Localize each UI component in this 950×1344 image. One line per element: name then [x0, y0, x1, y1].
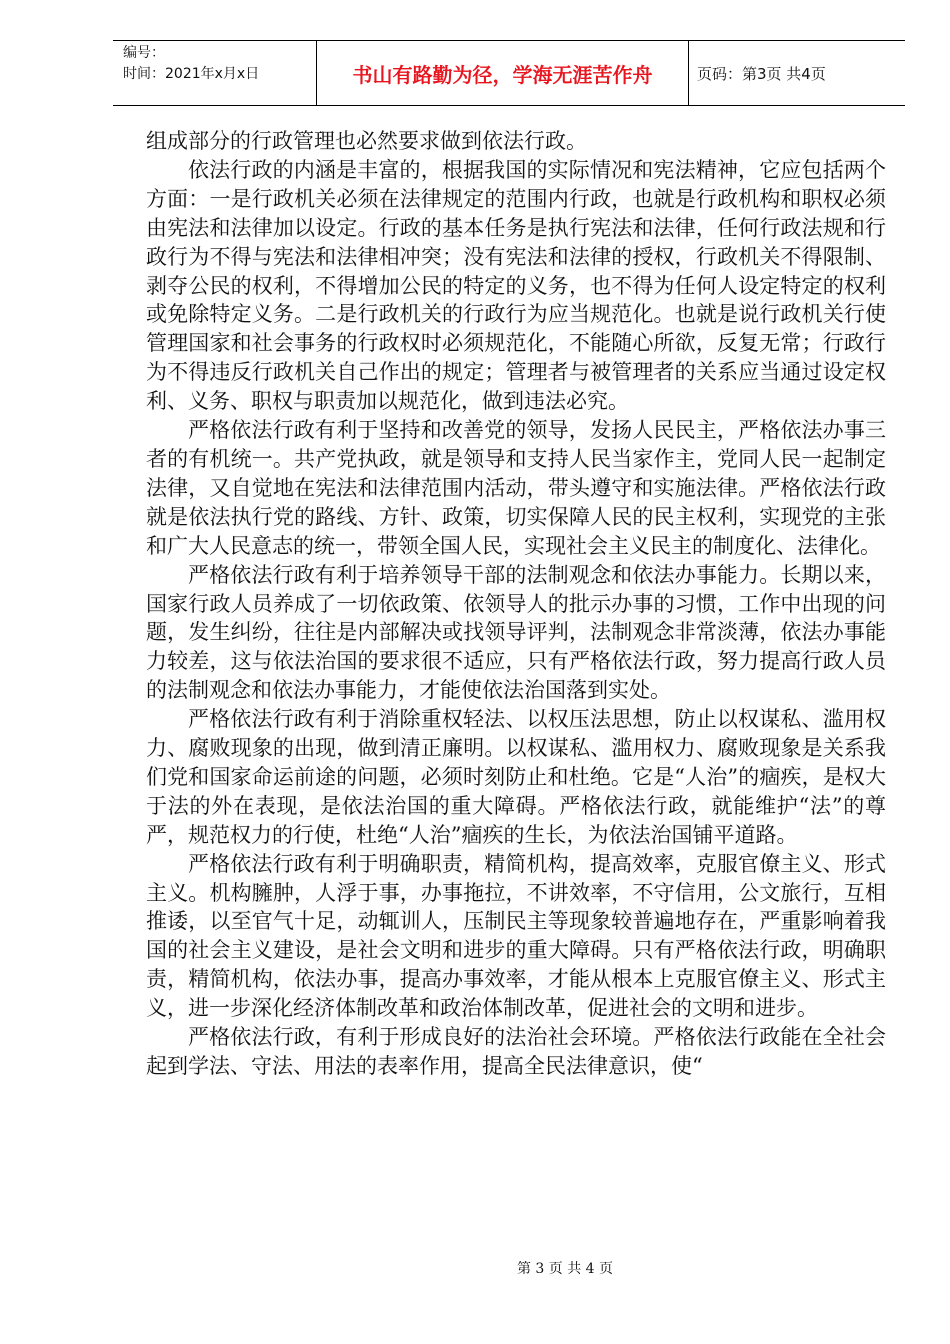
- header-meta: [113, 41, 317, 105]
- serial-label: 编号：: [123, 45, 165, 61]
- time-label: 时间：2021年x月x日: [123, 66, 260, 82]
- paragraph: 严格依法行政有利于培养领导干部的法制观念和依法办事能力。长期以来，国家行政人员养成了一切依政策、依领导人的批示办事的习惯，工作中出现的问题，发生纠纷，往往是内部解决或找领导评判，法制观念非常淡薄，依法办事能力较差，这与依法治国的要求很不适应，只有严格依法行政，努力提高行政人员的法制观念和依法办事能力，才能使依法治国落到实处。: [146, 562, 886, 703]
- paragraph: 严格依法行政有利于明确职责，精简机构，提高效率，克服官僚主义、形式主义。机构臃肿，人浮于事，办事拖拉，不讲效率，不守信用，公文旅行，互相推诿，以至官气十足，动辄训人，压制民主等现象较普遍地存在，严重影响着我国的社会主义建设，是社会文明和进步的重大障碍。只有严格依法行政，明确职责，精简机构，依法办事，提高办事效率，才能从根本上克服官僚主义、形式主义，进一步深化经济体制改革和政治体制改革，促进社会的文明和进步。: [146, 851, 886, 1021]
- paragraph: 严格依法行政有利于坚持和改善党的领导，发扬人民民主，严格依法办事三者的有机统一。共产党执政，就是领导和支持人民当家作主，党同人民一起制定法律，又自觉地在宪法和法律范围内活动，带头遵守和实施法律。严格依法行政就是依法执行党的路线、方针、政策，切实保障人民的民主权利，实现党的主张和广大人民意志的统一，带领全国人民，实现社会主义民主的制度化、法律化。: [146, 418, 886, 558]
- document-body: [146, 127, 886, 1081]
- header-motto: 书山有路勤为径，学海无涯苦作舟: [317, 41, 689, 105]
- header-page-info: 页码：第3页 共4页: [697, 64, 826, 83]
- paragraph: 严格依法行政，有利于形成良好的法治社会环境。严格依法行政能在全社会起到学法、守法、用法的表率作用，提高全民法律意识，使“: [146, 1025, 886, 1078]
- paragraph: 依法行政的内涵是丰富的，根据我国的实际情况和宪法精神，它应包括两个方面：一是行政机关必须在法律规定的范围内行政，也就是行政机构和职权必须由宪法和法律加以设定。行政的基本任务是执行宪法和法律，任何行政法规和行政行为不得与宪法和法律相冲突；没有宪法和法律的授权，行政机关不得限制、剥夺公民的权利，不得增加公民的特定的义务，也不得为任何人设定特定的权利或免除特定义务。二是行政机关的行政行为应当规范化。也就是说行政机关行使管理国家和社会事务的行政权时必须规范化，不能随心所欲，反复无常；行政行为不得违反行政机关自己作出的规定；管理者与被管理者的关系应当通过设定权利、义务、职权与职责加以规范化，做到违法必究。: [146, 157, 886, 414]
- paragraph: 严格依法行政有利于消除重权轻法、以权压法思想，防止以权谋私、滥用权力、腐败现象的出现，做到清正廉明。以权谋私、滥用权力、腐败现象是关系我们党和国家命运前途的问题，必须时刻防止和杜绝。它是“人治”的痼疾，是权大于法的外在表现，是依法治国的重大障碍。严格依法行政，就能维护“法”的尊严，规范权力的行使，杜绝“人治”痼疾的生长，为依法治国铺平道路。: [146, 707, 886, 847]
- page-footer: 第 3 页 共 4 页: [516, 1261, 614, 1277]
- paragraph: 组成部分的行政管理也必然要求做到依法行政。: [146, 129, 587, 153]
- page-header: [113, 40, 905, 106]
